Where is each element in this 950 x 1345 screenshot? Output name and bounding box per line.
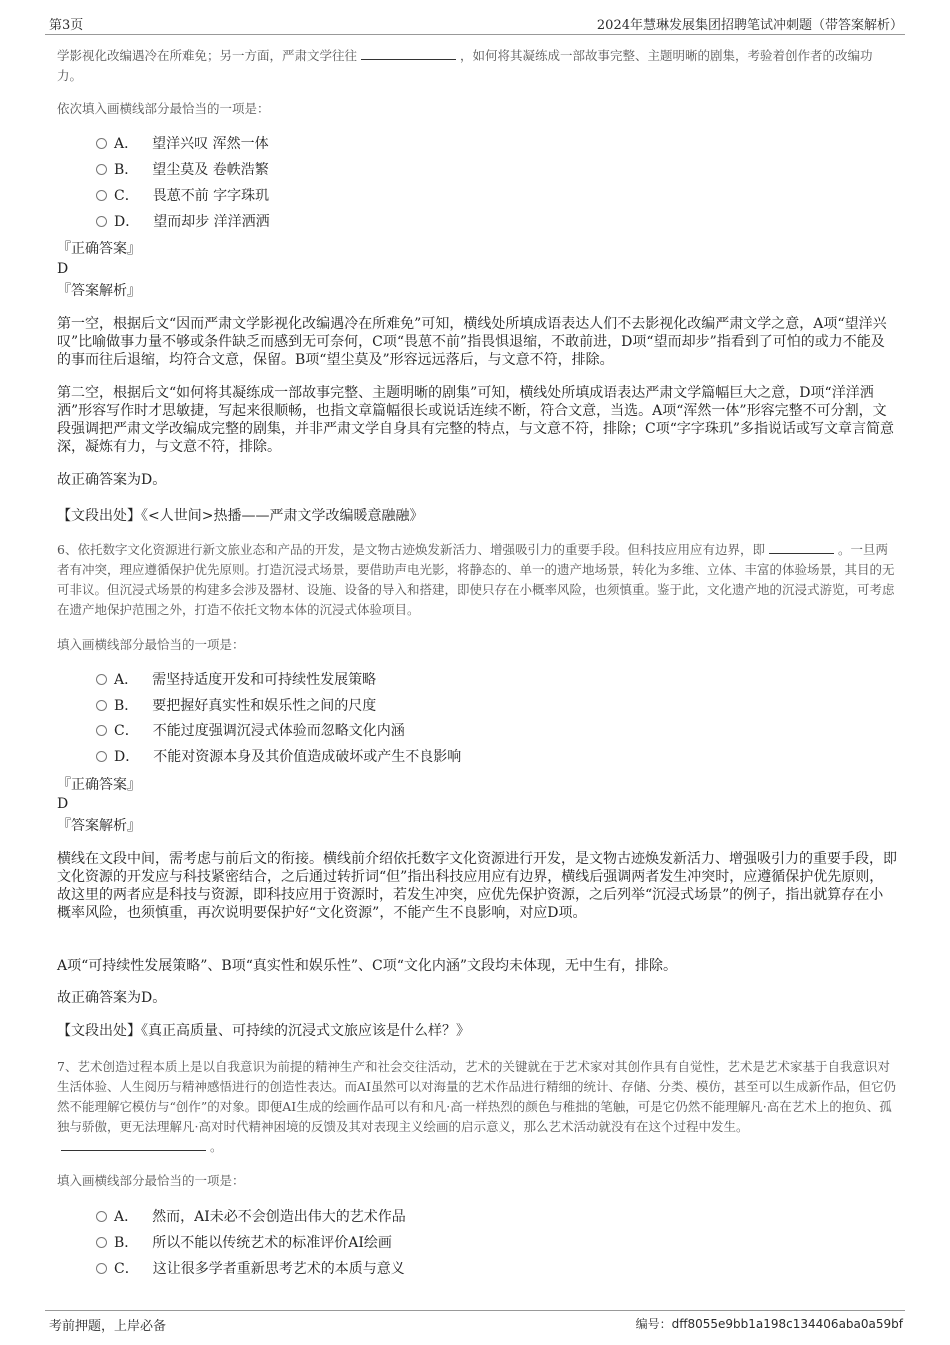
q6-analysis-label: 『答案解析』 (57, 818, 141, 834)
q6-prompt: 填入画横线部分最恰当的一项是： (57, 637, 245, 652)
q6-option-d[interactable]: D． 不能对资源本身及其价值造成破坏或产生不良影响 (96, 747, 461, 767)
radio-icon[interactable] (96, 751, 107, 762)
q6-answer-label: 『正确答案』 (57, 777, 141, 793)
q5-option-d[interactable]: D． 望而却步 洋洋洒洒 (96, 212, 270, 232)
q5-answer-label: 『正确答案』 (57, 241, 141, 257)
document-code: 编号：dff8055e9bb1a198c134406aba0a59bf (635, 1317, 903, 1331)
q5-stem: 学影视化改编遇冷在所难免；另一方面，严肃文学往往 ，如何将其凝练成一部故事完整、主题明晰的剧集，考验着创作者的改编功力。 (57, 48, 873, 83)
radio-icon[interactable] (96, 216, 107, 227)
q6-option-c[interactable]: C． 不能过度强调沉浸式体验而忽略文化内涵 (96, 721, 405, 741)
radio-icon[interactable] (96, 700, 107, 711)
q5-option-c[interactable]: C． 畏葸不前 字字珠玑 (96, 186, 269, 206)
radio-icon[interactable] (96, 725, 107, 736)
fill-blank (61, 1138, 206, 1151)
q5-option-a[interactable]: A． 望洋兴叹 浑然一体 (96, 134, 269, 154)
q7-option-a[interactable]: A． 然而，AI未必不会创造出伟大的艺术作品 (96, 1207, 406, 1227)
radio-icon[interactable] (96, 1263, 107, 1274)
radio-icon[interactable] (96, 1237, 107, 1248)
q7-prompt: 填入画横线部分最恰当的一项是： (57, 1173, 245, 1188)
q7-option-b[interactable]: B． 所以不能以传统艺术的标准评价AI绘画 (96, 1233, 392, 1253)
radio-icon[interactable] (96, 1211, 107, 1222)
q7-stem: 7、艺术创造过程本质上是以自我意识为前提的精神生产和社会交往活动，艺术的关键就在于艺术家对其创作具有自觉性，艺术是艺术家基于自我意识对生活体验、人生阅历与精神感悟进行的创造性表达。而AI虽然可以对海量的艺术作品进行精细的统计、存储、分类、模仿，甚至可以生成新作品，但它仍然不能理解它模仿与“创作”的对象。即便AI生成的绘画作品可以有和凡·高一样热烈的颜色与稚拙的笔触，可是它仍然不能理解凡·高在艺术上的抱负、孤独与骄傲，更无法理解凡·高对时代精神困境的反馈及其对表现主义绘画的启示意义，那么艺术活动就没有在这个过程中发生。。 (57, 1059, 896, 1154)
q5-analysis-label: 『答案解析』 (57, 283, 141, 299)
fill-blank (769, 541, 834, 554)
fill-blank (361, 47, 456, 60)
q5-analysis-2: 第二空，根据后文“如何将其凝练成一部故事完整、主题明晰的剧集”可知，横线处所填成语表达严肃文学篇幅巨大之意，D项“洋洋洒洒”形容写作时才思敏捷，写起来很顺畅，也指文章篇幅很长或说话连续不断，符合文意，当选。A项“浑然一体”形容完整不可分割，文段强调把严肃文学改编成完整的剧集，并非严肃文学自身具有完整的特点，与文意不符，排除；C项“字字珠玑”多指说话或写文章言简意深，凝炼有力，与文意不符，排除。 (57, 385, 895, 455)
q6-option-b[interactable]: B． 要把握好真实性和娱乐性之间的尺度 (96, 696, 376, 716)
q5-conclusion: 故正确答案为D。 (57, 472, 167, 488)
q6-stem: 6、依托数字文化资源进行新文旅业态和产品的开发，是文物古迹焕发新活力、增强吸引力的重要手段。但科技应用应有边界，即 。一旦两者有冲突，理应遵循保护优先原则。打造沉浸式场景，要借助声电光影，将静态的、单一的遗产地场景，转化为多维、立体、丰富的体验场景，其目的无可非议。但沉浸式场景的构建多会涉及器材、设施、设备的导入和搭建，即使只存在小概率风险，也须慎重。鉴于此，文化遗产地的沉浸式游览，可考虑在遗产地保护范围之外，打造不依托文物本体的沉浸式体验项目。 (57, 542, 895, 617)
radio-icon[interactable] (96, 164, 107, 175)
page-number: 第3页 (49, 18, 84, 33)
radio-icon[interactable] (96, 674, 107, 685)
q6-conclusion: 故正确答案为D。 (57, 990, 167, 1006)
q6-option-a[interactable]: A． 需坚持适度开发和可持续性发展策略 (96, 670, 376, 690)
page-header (45, 12, 905, 35)
footer-slogan: 考前押题，上岸必备 (49, 1319, 167, 1334)
q5-analysis-1: 第一空，根据后文“因而严肃文学影视化改编遇冷在所难免”可知，横线处所填成语表达人们不去影视化改编严肃文学之意，A项“望洋兴叹”比喻做事力量不够或条件缺乏而感到无可奈何，C项“畏葸不前”指畏惧退缩，不敢前进，D项“望而却步”指看到了可怕的或力不能及的事而往后退缩，均符合文意，保留。B项“望尘莫及”形容远远落后，与文意不符，排除。 (57, 316, 887, 368)
q6-analysis-2: A项“可持续性发展策略”、B项“真实性和娱乐性”、C项“文化内涵”文段均未体现，无中生有，排除。 (57, 958, 678, 974)
q5-prompt: 依次填入画横线部分最恰当的一项是： (57, 101, 270, 116)
radio-icon[interactable] (96, 138, 107, 149)
q5-answer: D (57, 261, 69, 277)
q7-option-c[interactable]: C． 这让很多学者重新思考艺术的本质与意义 (96, 1259, 405, 1279)
radio-icon[interactable] (96, 190, 107, 201)
q6-answer: D (57, 796, 69, 812)
q6-source: 【文段出处】《真正高质量、可持续的沉浸式文旅应该是什么样？》 (57, 1023, 470, 1039)
q5-option-b[interactable]: B． 望尘莫及 卷帙浩繁 (96, 160, 269, 180)
page-footer (45, 1310, 905, 1335)
q5-source: 【文段出处】《<人世间>热播——严肃文学改编暖意融融》 (57, 508, 424, 524)
q6-analysis-1: 横线在文段中间，需考虑与前后文的衔接。横线前介绍依托数字文化资源进行开发，是文物古迹焕发新活力、增强吸引力的重要手段，即文化资源的开发应与科技紧密结合，之后通过转折词“但”指出科技应用应有边界，横线后强调两者发生冲突时，应遵循保护优先原则，故这里的两者应是科技与资源，即科技应用于资源时，若发生冲突，应优先保护资源，之后列举“沉浸式场景”的例子，指出就算存在小概率风险，也须慎重，再次说明要保护好“文化资源”，不能产生不良影响，对应D项。 (57, 851, 897, 921)
document-title: 2024年慧琳发展集团招聘笔试冲刺题（带答案解析） (596, 18, 903, 33)
